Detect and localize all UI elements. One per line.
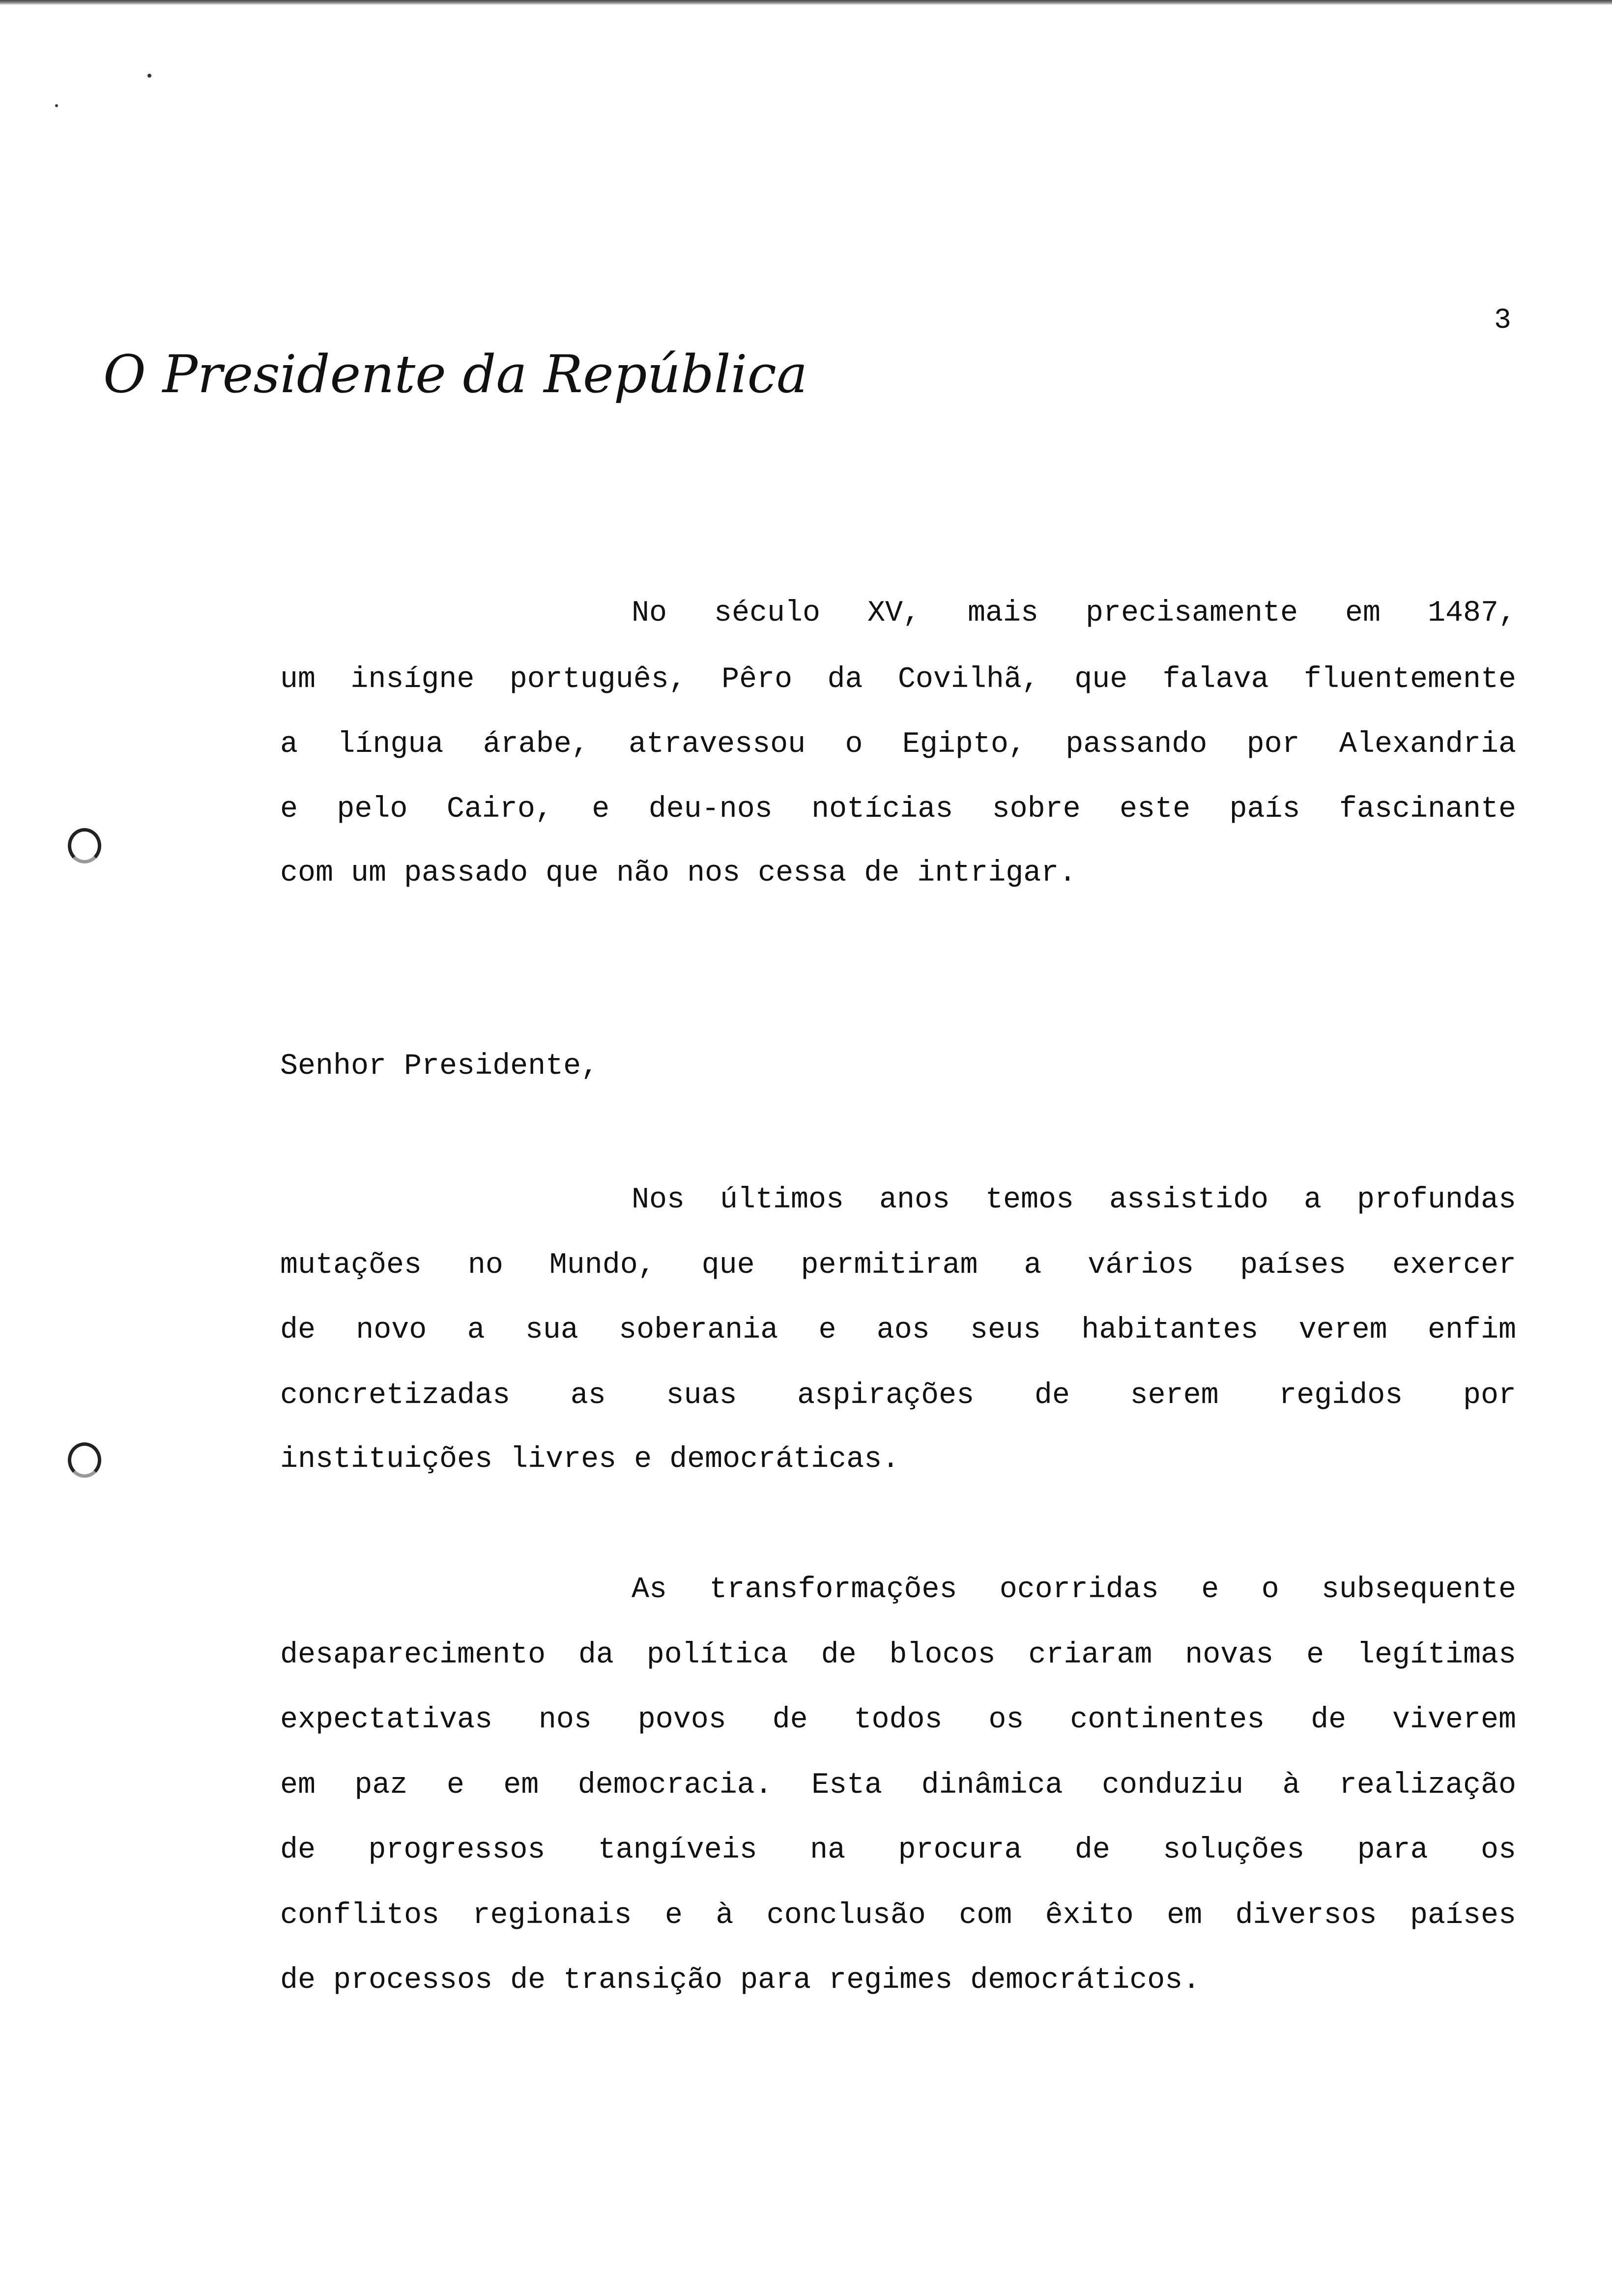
paragraph-1-line: um insígne português, Pêro da Covilhã, que falava fluentemente [280, 663, 1516, 696]
scan-speck [55, 104, 58, 107]
paragraph-1-line: e pelo Cairo, e deu-nos notícias sobre este país fascinante [280, 793, 1516, 826]
punch-hole [68, 828, 101, 863]
paragraph-3-line: expectativas nos povos de todos os continentes de viverem [280, 1703, 1516, 1737]
paragraph-3-line: desaparecimento da política de blocos criaram novas e legítimas [280, 1638, 1516, 1672]
paragraph-2-line: Nos últimos anos temos assistido a profundas [632, 1183, 1516, 1217]
top-scan-edge [0, 0, 1612, 5]
paragraph-2-line: instituições livres e democráticas. [280, 1443, 900, 1476]
punch-hole [68, 1442, 101, 1478]
paragraph-2-line: de novo a sua soberania e aos seus habitantes verem enfim [280, 1314, 1516, 1347]
paragraph-1-line: a língua árabe, atravessou o Egipto, passando por Alexandria [280, 728, 1516, 761]
paragraph-3-line: de progressos tangíveis na procura de soluções para os [280, 1834, 1516, 1867]
page-number: 3 [1494, 305, 1511, 337]
salutation: Senhor Presidente, [280, 1050, 599, 1083]
paragraph-1-line: No século XV, mais precisamente em 1487, [632, 597, 1516, 630]
paragraph-3-line: de processos de transição para regimes democráticos. [280, 1964, 1201, 1997]
scan-speck [147, 74, 151, 78]
paragraph-3-line: As transformações ocorridas e o subsequente [632, 1573, 1516, 1607]
paragraph-2-line: concretizadas as suas aspirações de serem regidos por [280, 1379, 1516, 1412]
paragraph-3-line: conflitos regionais e à conclusão com êxito em diversos países [280, 1899, 1516, 1932]
paragraph-2-line: mutações no Mundo, que permitiram a vários países exercer [280, 1249, 1516, 1282]
letterhead-title: O Presidente da República [103, 344, 808, 404]
paragraph-1-line: com um passado que não nos cessa de intrigar. [280, 857, 1077, 890]
paragraph-3-line: em paz e em democracia. Esta dinâmica conduziu à realização [280, 1769, 1516, 1802]
